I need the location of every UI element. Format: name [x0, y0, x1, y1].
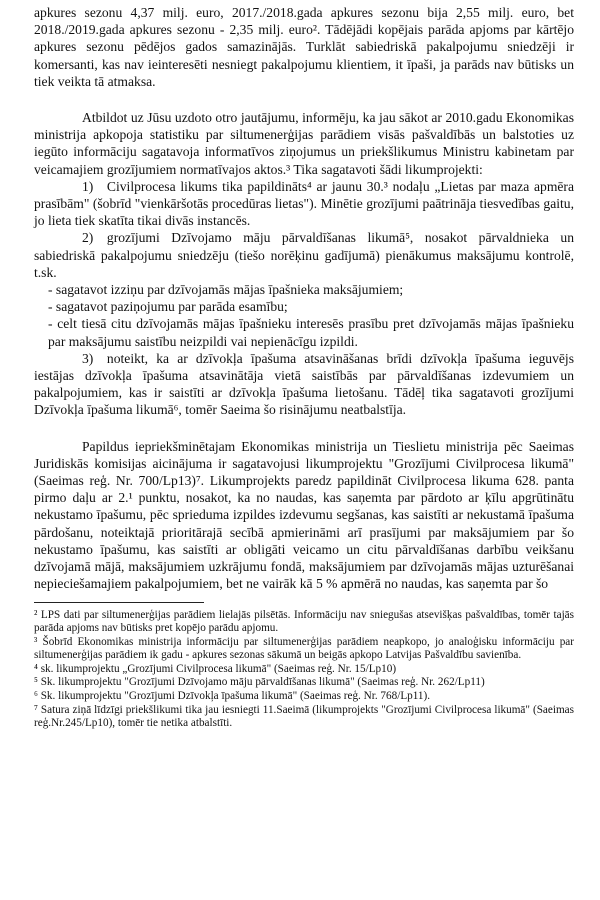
list-item-civil-procedure: 1) Civilprocesa likums tika papildināts⁴ ar jaunu 30.³ nodaļu „Lietas par maza apmēra prasībām" (šobrīd "vienkāršotās procedūras lietas"). Minētie grozījumi paātrināja tiesvedības gaitu, jo lieta tiek skatīta tikai divās instancēs.	[34, 178, 574, 229]
paragraph-draft-law: Papildus iepriekšminētajam Ekonomikas ministrija un Tieslietu ministrija pēc Saeimas Juridiskās komisijas aicinājuma ir sagatavojusi likumprojektu "Grozījumi Civilprocesa likumā" (Saeimas reģ. Nr. 700/Lp13)⁷. Likumprojekts paredz papildināt Civilprocesa likuma 628. panta pirmo daļu ar 2.¹ punktu, nosakot, ka no naudas, kas saņemta par pārdoto ar ķīlu apgrūtinātu nekustamo īpašumu, pēc sprieduma izpildes izdevumu segšanas, kas saistīti ar nekustamā īpašuma pārdošanu, noteiktajā prioritārajā secībā apmierināmi arī prasījumi par maksājumiem par šo nekustamo īpašumu, kas saistīti ar obligāti veicamo un citu pārvaldīšanas darbību veikšanu dzīvojamā mājā, maksājumiem uzkrājumu fondā, maksājumiem par dzīvojamās mājas uzturēšanai nepieciešamajiem pakalpojumiem, bet ne vairāk kā 5 % apmērā no naudas, kas saņemta par šo	[34, 438, 574, 592]
footnotes	[34, 609, 574, 731]
duties-list	[34, 281, 574, 350]
duty-item: - sagatavot paziņojumu par parāda esamību;	[48, 299, 288, 315]
footnote-3: ³ Šobrīd Ekonomikas ministrija informāciju par siltumenerģijas parādiem neapkopo, jo analoģisku informāciju par siltumenerģijas parādiem ik gadu - apkures sezonas sākumā un beigās apkopo Latvijas Pašvaldību savienība.	[34, 635, 574, 662]
list-item-apartment-property: 3) noteikt, ka ar dzīvokļa īpašuma atsavināšanas brīdi dzīvokļa īpašuma ieguvējs iestājas dzīvokļa īpašuma atsavinātāja vietā saistībās par pārvaldīšanas izdevumiem un pakalpojumiem, kas ir saistīti ar dzīvokļa īpašuma lietošanu. Tādēļ tika sagatavoti grozījumi Dzīvokļa īpašuma likumā⁶, tomēr Saeima šo risinājumu neatbalstīja.	[34, 350, 574, 418]
footnote-separator	[34, 602, 204, 603]
duty-item: - sagatavot izziņu par dzīvojamās mājas īpašnieka maksājumiem;	[48, 282, 404, 298]
footnote-7: ⁷ Satura ziņā līdzīgi priekšlikumi tika jau iesniegti 11.Saeimā (likumprojekts "Grozījumi Civilprocesa likumā" (Saeimas reģ.Nr.245/Lp10), tomēr tie netika atbalstīti.	[34, 703, 574, 730]
footnote-5: ⁵ Sk. likumprojektu "Grozījumi Dzīvojamo māju pārvaldīšanas likumā" (Saeimas reģ. Nr. 262/Lp11)	[34, 676, 485, 689]
paragraph-second-question: Atbildot uz Jūsu uzdoto otro jautājumu, informēju, ka jau sākot ar 2010.gadu Ekonomikas ministrija apkopoja statistiku par siltumenerģijas parādiem visās pašvaldībās un balstoties uz iegūto informāciju sagatavoja informatīvos ziņojumus un priekšlikumus Ministru kabinetam par veicamajiem grozījumiem normatīvajos aktos.³ Tika sagatavoti šādi likumprojekti:	[34, 110, 574, 177]
footnote-2: ² LPS dati par siltumenerģijas parādiem lielajās pilsētās. Informāciju nav sniegušas atsevišķas pašvaldības, tomēr tajās parāda apjoms nav būtisks pret kopējo parādu apjomu.	[34, 608, 574, 635]
list-item-housing-management: 2) grozījumi Dzīvojamo māju pārvaldīšanas likumā⁵, nosakot pārvaldnieka un sabiedriskā pakalpojumu sniedzēju (tiešo norēķinu gadījumā) pienākumus maksājumu kontrolē, t.sk.	[34, 230, 574, 280]
duty-item: - celt tiesā citu dzīvojamās mājas īpašnieku interesēs prasību pret dzīvojamās mājas īpašnieku par maksājumu saistību neizpildi vai nepienācīgu izpildi.	[48, 316, 574, 349]
paragraph-heating-debt: apkures sezonu 4,37 milj. euro, 2017./2018.gada apkures sezonu bija 2,55 milj. euro, bet 2018./2019.gada apkures sezonu - 2,35 milj. euro². Tādējādi kopējais parāda apjoms par kārtējo apkures sezonu pēdējos gados samazinājās. Turklāt sabiedriskā pakalpojumu sniedzēji ir komersanti, kas nav ieinteresēti nesniegt pakalpojumu klientiem, it īpaši, ja parāds nav būtisks un tiek veikta tā atmaksa.	[34, 5, 574, 89]
footnote-4: ⁴ sk. likumprojektu „Grozījumi Civilprocesa likumā" (Saeimas reģ. Nr. 15/Lp10)	[34, 662, 397, 675]
footnote-6: ⁶ Sk. likumprojektu "Grozījumi Dzīvokļa īpašuma likumā" (Saeimas reģ. Nr. 768/Lp11).	[34, 690, 431, 703]
